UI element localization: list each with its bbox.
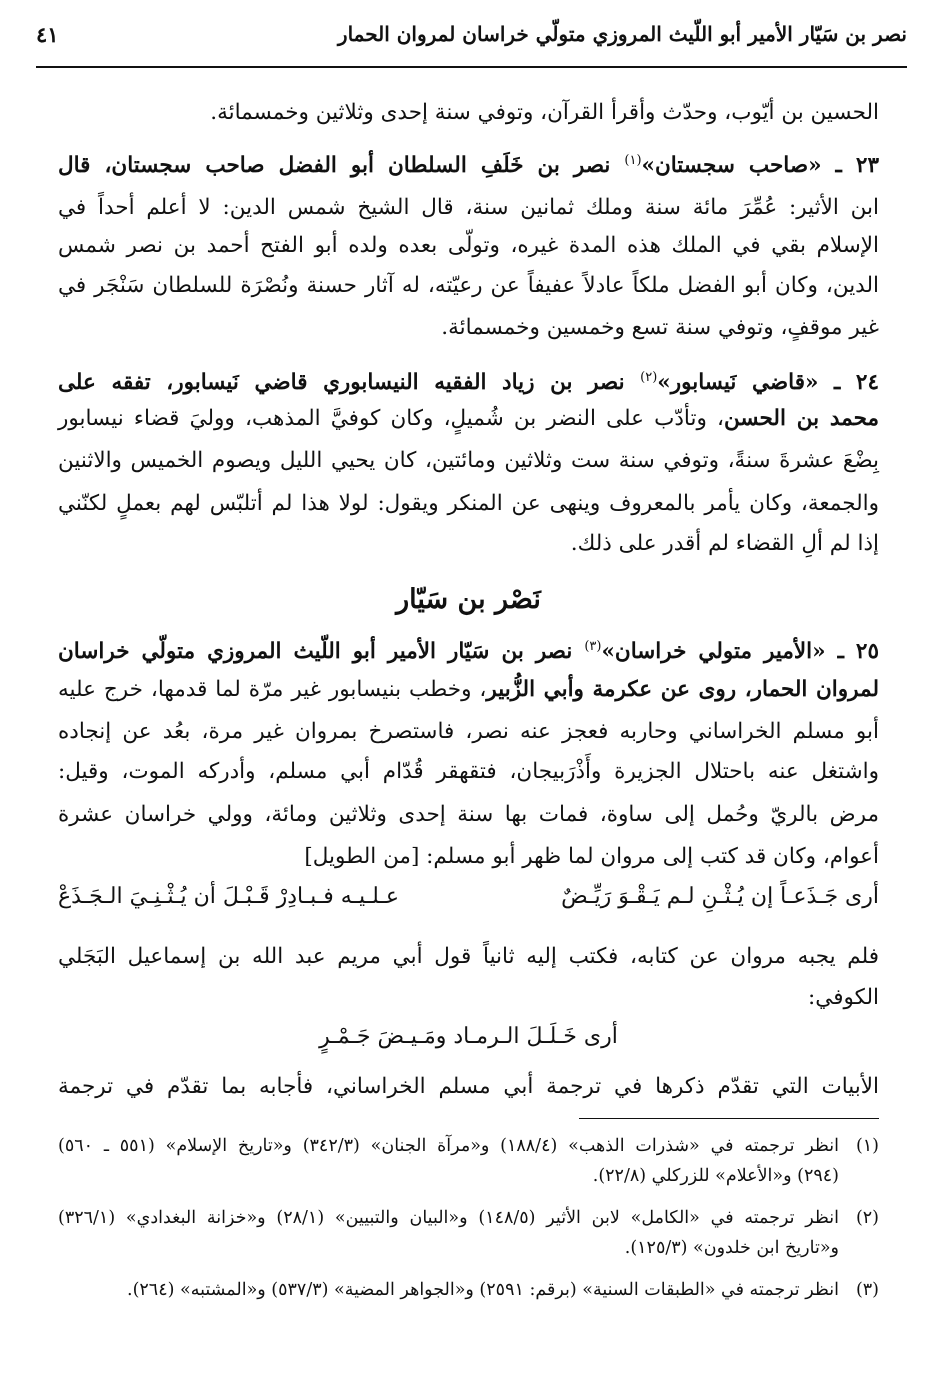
entry-23-heading: ٢٣ ـ «صاحب سجستان»$^{(١)}$ نصر بن خَلَفِ السلطان أبو الفضل صاحب سجستان، قال	[58, 153, 879, 179]
text-line: ابن الأثير: عُمِّرَ مائة سنة وملك ثمانين سنة، قال الشيخ شمس الدين: لا أعلم أحداً في	[58, 195, 879, 220]
text-line: الكوفي:	[808, 985, 879, 1010]
running-header	[36, 14, 907, 60]
verse-line: أرى خَـلَـلَ الـرمـاد ومَـيـضَ جَـمْـرٍ	[319, 1024, 618, 1049]
entry-25-heading: ٢٥ ـ «الأمير متولي خراسان»$^{(٣)}$ نصر بن سَيّار الأمير أبو اللّيث المروزي متولّي خراسان	[58, 639, 879, 665]
text-line: مرض بالريّ وحُمل إلى ساوة، فمات بها سنة إحدى وثلاثين ومائة، وولي خراسان عشرة	[58, 802, 879, 827]
text-line: أبو مسلم الخراساني وحاربه فعجز عنه نصر، فاستصرخ بمروان غير مرة، بعُد عن إنجاده	[58, 719, 879, 744]
text-line: لمروان الحمار، روى عن عكرمة وأبي الزُّبير، وخطب بنيسابور غير مرّة لما قدمها، خرج عليه	[58, 677, 879, 702]
entry-24-heading: ٢٤ ـ «قاضي نَيسابور»$^{(٢)}$ نصر بن زياد الفقيه النيسابوري قاضي نَيسابور، تفقه على	[58, 370, 879, 396]
page-number: ٤١	[36, 22, 59, 47]
text-line: الدين، وكان أبو الفضل ملكاً عادلاً عفيفاً عن رعيّته، له آثار حسنة ونُصْرَة للسلطان سَنْجَر في	[58, 273, 879, 298]
header-title: نصر بن سَيّار الأمير أبو اللّيث المروزي متولّي خراسان لمروان الحمار	[337, 22, 907, 46]
text-line: بِضْعَ عشرةَ سنةً، وتوفي سنة ست وثلاثين ومائتين، كان يحيي الليل ويصوم الخميس والاثنين	[58, 448, 879, 473]
section-heading: نَصْر بن سَيّار	[396, 584, 541, 615]
text-line: الإسلام بقي في الملك هذه المدة غيره، وتولّى بعده ولده أبو الفتح أحمد بن نصر شمس	[58, 233, 879, 258]
book-page: نصر بن سَيّار الأمير أبو اللّيث المروزي متولّي خراسان لمروان الحمار ٤١ الحسين بن أيّوب، وحدّث وأقرأ القرآن، وتوفي سنة إحدى وثلاثين وخمسمائة. ٢٣ ـ «صاحب سجستان»$^{(١)}$ نصر بن خَلَفِ السلطان أبو الفضل صاحب سجستان، قال ابن الأثير: عُمِّرَ مائة سنة وملك ثمانين سنة، قال الشيخ شمس الدين: لا أعلم أحداً في الإسلام بقي في الملك هذه المدة غيره، وتولّى بعده ولده أبو الفتح أحمد بن نصر شمس الدين، وكان أبو الفضل ملكاً عادلاً عفيفاً عن رعيّته، له آثار حسنة ونُصْرَة للسلطان سَنْجَر في غير موقفٍ، وتوفي سنة تسع وخمسين وخمسمائة. ٢٤ ـ «قاضي نَيسابور»$^{(٢)}$ نصر بن زياد الفقيه النيسابوري قاضي نَيسابور، تفقه على محمد بن الحسن، وتأدّب على النضر بن شُميلٍ، وكان كوفيَّ المذهب، ووليَ قضاء نيسابور بِضْعَ عشرةَ سنةً، وتوفي سنة ست وثلاثين ومائتين، كان يحيي الليل ويصوم الخميس والاثنين والجمعة، وكان يأمر بالمعروف وينهى عن المنكر ويقول: لولا هذا لم أتلبّس لهم بعملٍ لكنّني إذا لم ألِ القضاء لم أقدر على ذلك. نَصْر بن سَيّار ٢٥ ـ «الأمير متولي خراسان»$^{(٣)}$ نصر بن سَيّار الأمير أبو اللّيث المروزي متولّي خراسان لمروان الحمار، روى عن عكرمة وأبي الزُّبير، وخطب بنيسابور غير مرّة لما قدمها، خرج عليه أبو مسلم الخراساني وحاربه فعجز عنه نصر، فاستصرخ بمروان غير مرة، بعُد عن إنجاده واشتغل عنه باحتلال الجزيرة وأَذْرَبيجان، فتقهقر قُدّام أبي مسلم، وأدركه الموت، وقيل: مرض بالريّ وحُمل إلى ساوة، فمات بها سنة إحدى وثلاثين ومائة، وولي خراسان عشرة أعوام، وكان قد كتب إلى مروان لما ظهر أبو مسلم: [من الطويل] أرى جَـذَعـاً إن يُـثْـنِ لـم يَـقْـوَ رَيِّـضٌ عـلـيـه فـبـادِرْ قَـبْـلَ أن يُـثْـنِـيَ الـجَـذَعْ فلم يجبه مروان عن كتابه، فكتب إليه ثانياً قول أبي مريم عبد الله بن إسماعيل البَجَلي الكوفي: أرى خَـلَـلَ الـرمـاد ومَـيـضَ جَـمْـرٍ الأبيات التي تقدّم ذكرها في ترجمة أبي مسلم الخراساني، فأجابه بما تقدّم في ترجمة (١) انظر ترجمته في «شذرات الذهب» (١٨٨/٤) و«مرآة الجنان» (٣٤٢/٣) و«تاريخ الإسلام» (٥٥١ ـ ٥٦٠) (٢٩٤) و«الأعلام» للزركلي (٢٢/٨). (٢) انظر ترجمته في «الكامل» لابن الأثير (١٤٨/٥) و«البيان والتبيين» (٢٨/١) و«خزانة البغدادي» (٣٢٦/١) و«تاريخ ابن خلدون» (١٢٥/٣). (٣) انظر ترجمته في «الطبقات السنية» (برقم: ٢٥٩١) و«الجواهر المضية» (٥٣٧/٣) و«المشتبه» (٢٦٤).	[0, 0, 937, 1377]
text-line: أعوام، وكان قد كتب إلى مروان لما ظهر أبو مسلم: [من الطويل]	[304, 844, 879, 869]
text-line: واشتغل عنه باحتلال الجزيرة وأَذْرَبيجان، فتقهقر قُدّام أبي مسلم، وأدركه الموت، وقيل:	[58, 759, 879, 784]
header-rule	[36, 66, 907, 68]
text-line: محمد بن الحسن، وتأدّب على النضر بن شُميلٍ، وكان كوفيَّ المذهب، ووليَ قضاء نيسابور	[58, 406, 880, 431]
text-line: والجمعة، وكان يأمر بالمعروف وينهى عن المنكر ويقول: لولا هذا لم أتلبّس لهم بعملٍ لكنّني	[58, 491, 879, 516]
text-line: إذا لم ألِ القضاء لم أقدر على ذلك.	[570, 531, 879, 556]
text-line: الحسين بن أيّوب، وحدّث وأقرأ القرآن، وتوفي سنة إحدى وثلاثين وخمسمائة.	[210, 100, 879, 125]
text-line: الأبيات التي تقدّم ذكرها في ترجمة أبي مسلم الخراساني، فأجابه بما تقدّم في ترجمة	[58, 1074, 879, 1099]
verse-hemistich-first: أرى جَـذَعـاً إن يُـثْـنِ لـم يَـقْـوَ رَيِّـضٌ	[561, 884, 879, 909]
text-line: فلم يجبه مروان عن كتابه، فكتب إليه ثانياً قول أبي مريم عبد الله بن إسماعيل البَجَلي	[58, 944, 879, 969]
verse-hemistich-second: عـلـيـه فـبـادِرْ قَـبْـلَ أن يُـثْـنِـيَ الـجَـذَعْ	[58, 884, 399, 909]
text-line: غير موقفٍ، وتوفي سنة تسع وخمسين وخمسمائة.	[441, 315, 879, 340]
footnote-rule	[579, 1118, 879, 1119]
